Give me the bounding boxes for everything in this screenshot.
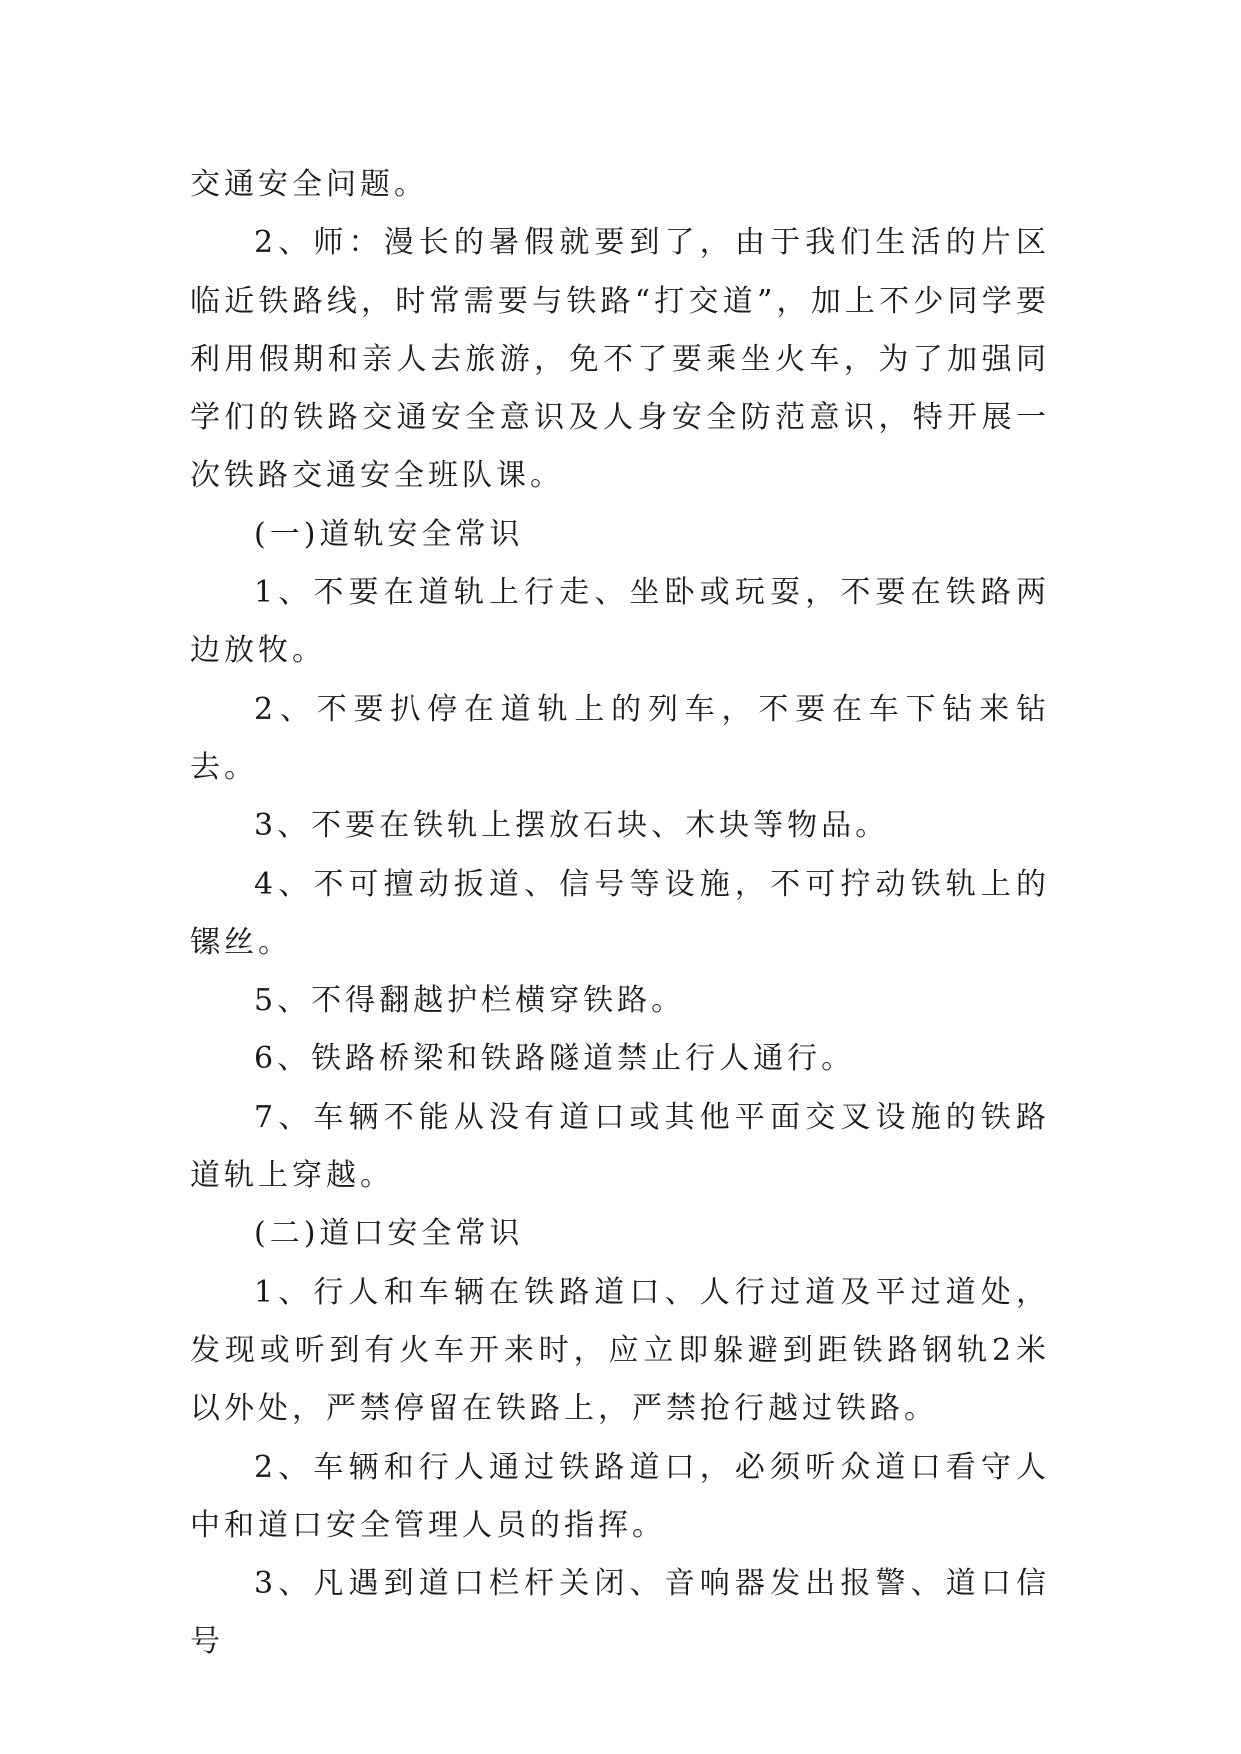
crossing-rule-3: 3、凡遇到道口栏杆关闭、音响器发出报警、道口信号 (190, 1566, 1050, 1660)
track-rule-4: 4、不可擅动扳道、信号等设施，不可拧动铁轨上的镙丝。 (190, 866, 1050, 960)
track-rule-7: 7、车辆不能从没有道口或其他平面交叉设施的铁路道轨上穿越。 (190, 1099, 1050, 1194)
track-rule-1: 1、不要在道轨上行走、坐卧或玩耍，不要在铁路两边放牧。 (190, 575, 1050, 669)
paragraph-continuation: 交通安全问题。 (190, 167, 428, 202)
track-rule-2: 2、不要扒停在道轨上的列车，不要在车下钻来钻去。 (190, 691, 1050, 785)
section-heading-crossing-safety: (二)道口安全常识 (254, 1216, 524, 1252)
crossing-rule-1: 1、行人和车辆在铁路道口、人行过道及平过道处，发现或听到有火车开来时，应立即躲避到距铁路钢轨2米以外处，严禁停留在铁路上，严禁抢行越过铁路。 (190, 1274, 1050, 1427)
body-text (190, 156, 1050, 1672)
crossing-rule-2: 2、车辆和行人通过铁路道口，必须听众道口看守人中和道口安全管理人员的指挥。 (190, 1449, 1050, 1543)
track-rule-5: 5、不得翻越护栏横穿铁路。 (254, 983, 686, 1019)
section-heading-track-safety: (一)道轨安全常识 (254, 516, 524, 552)
track-rule-6: 6、铁路桥梁和铁路隧道禁止行人通行。 (254, 1041, 856, 1077)
track-rule-3: 3、不要在铁轨上摆放石块、木块等物品。 (254, 808, 890, 844)
paragraph-intro: 2、师：漫长的暑假就要到了，由于我们生活的片区临近铁路线，时常需要与铁路“打交道”，加上不少同学要利用假期和亲人去旅游，免不了要乘坐火车，为了加强同学们的铁路交通安全意识及人身安全防范意识，特开展一次铁路交通安全班队课。 (190, 225, 1050, 494)
